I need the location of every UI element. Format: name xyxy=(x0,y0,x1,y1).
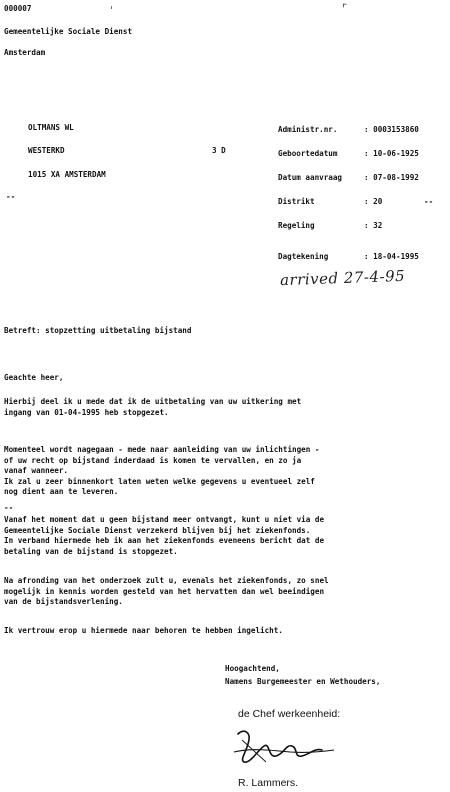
closing-greeting: Hoogachtend, xyxy=(225,664,280,673)
document-number: 000007 xyxy=(4,4,32,13)
organization-name: Gemeentelijke Sociale Dienst xyxy=(4,27,133,36)
paragraph-line: Ik zal u zeer binnenkort laten weten welke gegevens u eventueel zelf xyxy=(4,476,315,486)
paragraph-closing-statement: Ik vertrouw erop u hiermede naar behoren te hebben ingelicht. xyxy=(4,626,283,635)
admin-number-label: Administr.nr. xyxy=(278,125,338,134)
request-date-label: Datum aanvraag xyxy=(278,173,343,182)
paragraph-line: Hierbij deel ik u mede dat ik de uitbetaling van uw uitkering met xyxy=(4,397,302,406)
top-tick-mark: ˈ xyxy=(110,4,114,17)
paragraph-line: Gemeentelijke Sociale Dienst verzekerd blijven bij het ziekenfonds. xyxy=(4,525,311,535)
admin-number-value: : 0003153860 xyxy=(364,125,419,134)
recipient-name: OLTMANS WL xyxy=(28,123,74,132)
paragraph-line: Vanaf het moment dat u geen bijstand meer ontvangt, kunt u niet via de xyxy=(4,515,325,524)
paragraph-investigation xyxy=(4,445,319,498)
paragraph-follow-up xyxy=(4,576,329,608)
signer-role: de Chef werkeenheid: xyxy=(238,708,341,720)
rule-label: Regeling xyxy=(278,221,315,230)
request-date-value: : 07-08-1992 xyxy=(364,173,419,182)
closing-on-behalf: Namens Burgemeester en Wethouders, xyxy=(225,677,381,686)
paragraph-line: Momenteel wordt nagegaan - mede naar aanleiding van uw inlichtingen - xyxy=(4,445,320,454)
dated-value: : 18-04-1995 xyxy=(364,252,419,261)
paragraph-line: ingang van 01-04-1995 heb stopgezet. xyxy=(4,407,169,417)
paragraph-line: In verband hiermede heb ik aan het ziekenfonds eveneens bericht dat de xyxy=(4,536,325,545)
salutation: Geachte heer, xyxy=(4,373,64,382)
subject-line: Betreft: stopzetting uitbetaling bijstand xyxy=(4,326,192,335)
recipient-postal-city: 1015 XA AMSTERDAM xyxy=(28,170,106,179)
district-dash: -- xyxy=(424,197,434,206)
paragraph-line: vanaf wanneer. xyxy=(4,466,69,475)
paragraph-stop-notice xyxy=(4,397,301,418)
paragraph-line: Na afronding van het onderzoek zult u, evenals het ziekenfonds, zo snel xyxy=(4,576,329,585)
organization-city: Amsterdam xyxy=(4,48,46,57)
rule-value: : 32 xyxy=(364,221,383,230)
paragraph-line: van de bijstandsverlening. xyxy=(4,597,123,606)
paragraph-line: mogelijk in kennis worden gesteld van het hervatten dan wel beeindigen xyxy=(4,586,325,596)
signer-name: R. Lammers. xyxy=(238,777,299,789)
handwritten-arrived-note: arrived 27-4-95 xyxy=(279,266,406,290)
top-corner-mark: ⌜ xyxy=(342,2,348,15)
recipient-dash: -- xyxy=(6,192,16,201)
paragraph-line: nog dient aan te leveren. xyxy=(4,487,119,496)
recipient-house-number: 3 D xyxy=(212,146,226,155)
district-value: : 20 xyxy=(364,197,383,206)
birth-date-value: : 10-06-1925 xyxy=(364,149,419,158)
signature-graphic xyxy=(230,722,340,772)
recipient-street: WESTERKD xyxy=(28,146,65,155)
paragraph-health-insurance xyxy=(4,515,324,557)
district-label: Distrikt xyxy=(278,197,315,206)
dated-label: Dagtekening xyxy=(278,252,329,261)
birth-date-label: Geboortedatum xyxy=(278,149,338,158)
paragraph-line: of uw recht op bijstand inderdaad is komen te vervallen, en zo ja xyxy=(4,455,302,465)
separator-dash: -- xyxy=(4,503,14,512)
paragraph-line: betaling van de bijstand is stopgezet. xyxy=(4,546,178,556)
